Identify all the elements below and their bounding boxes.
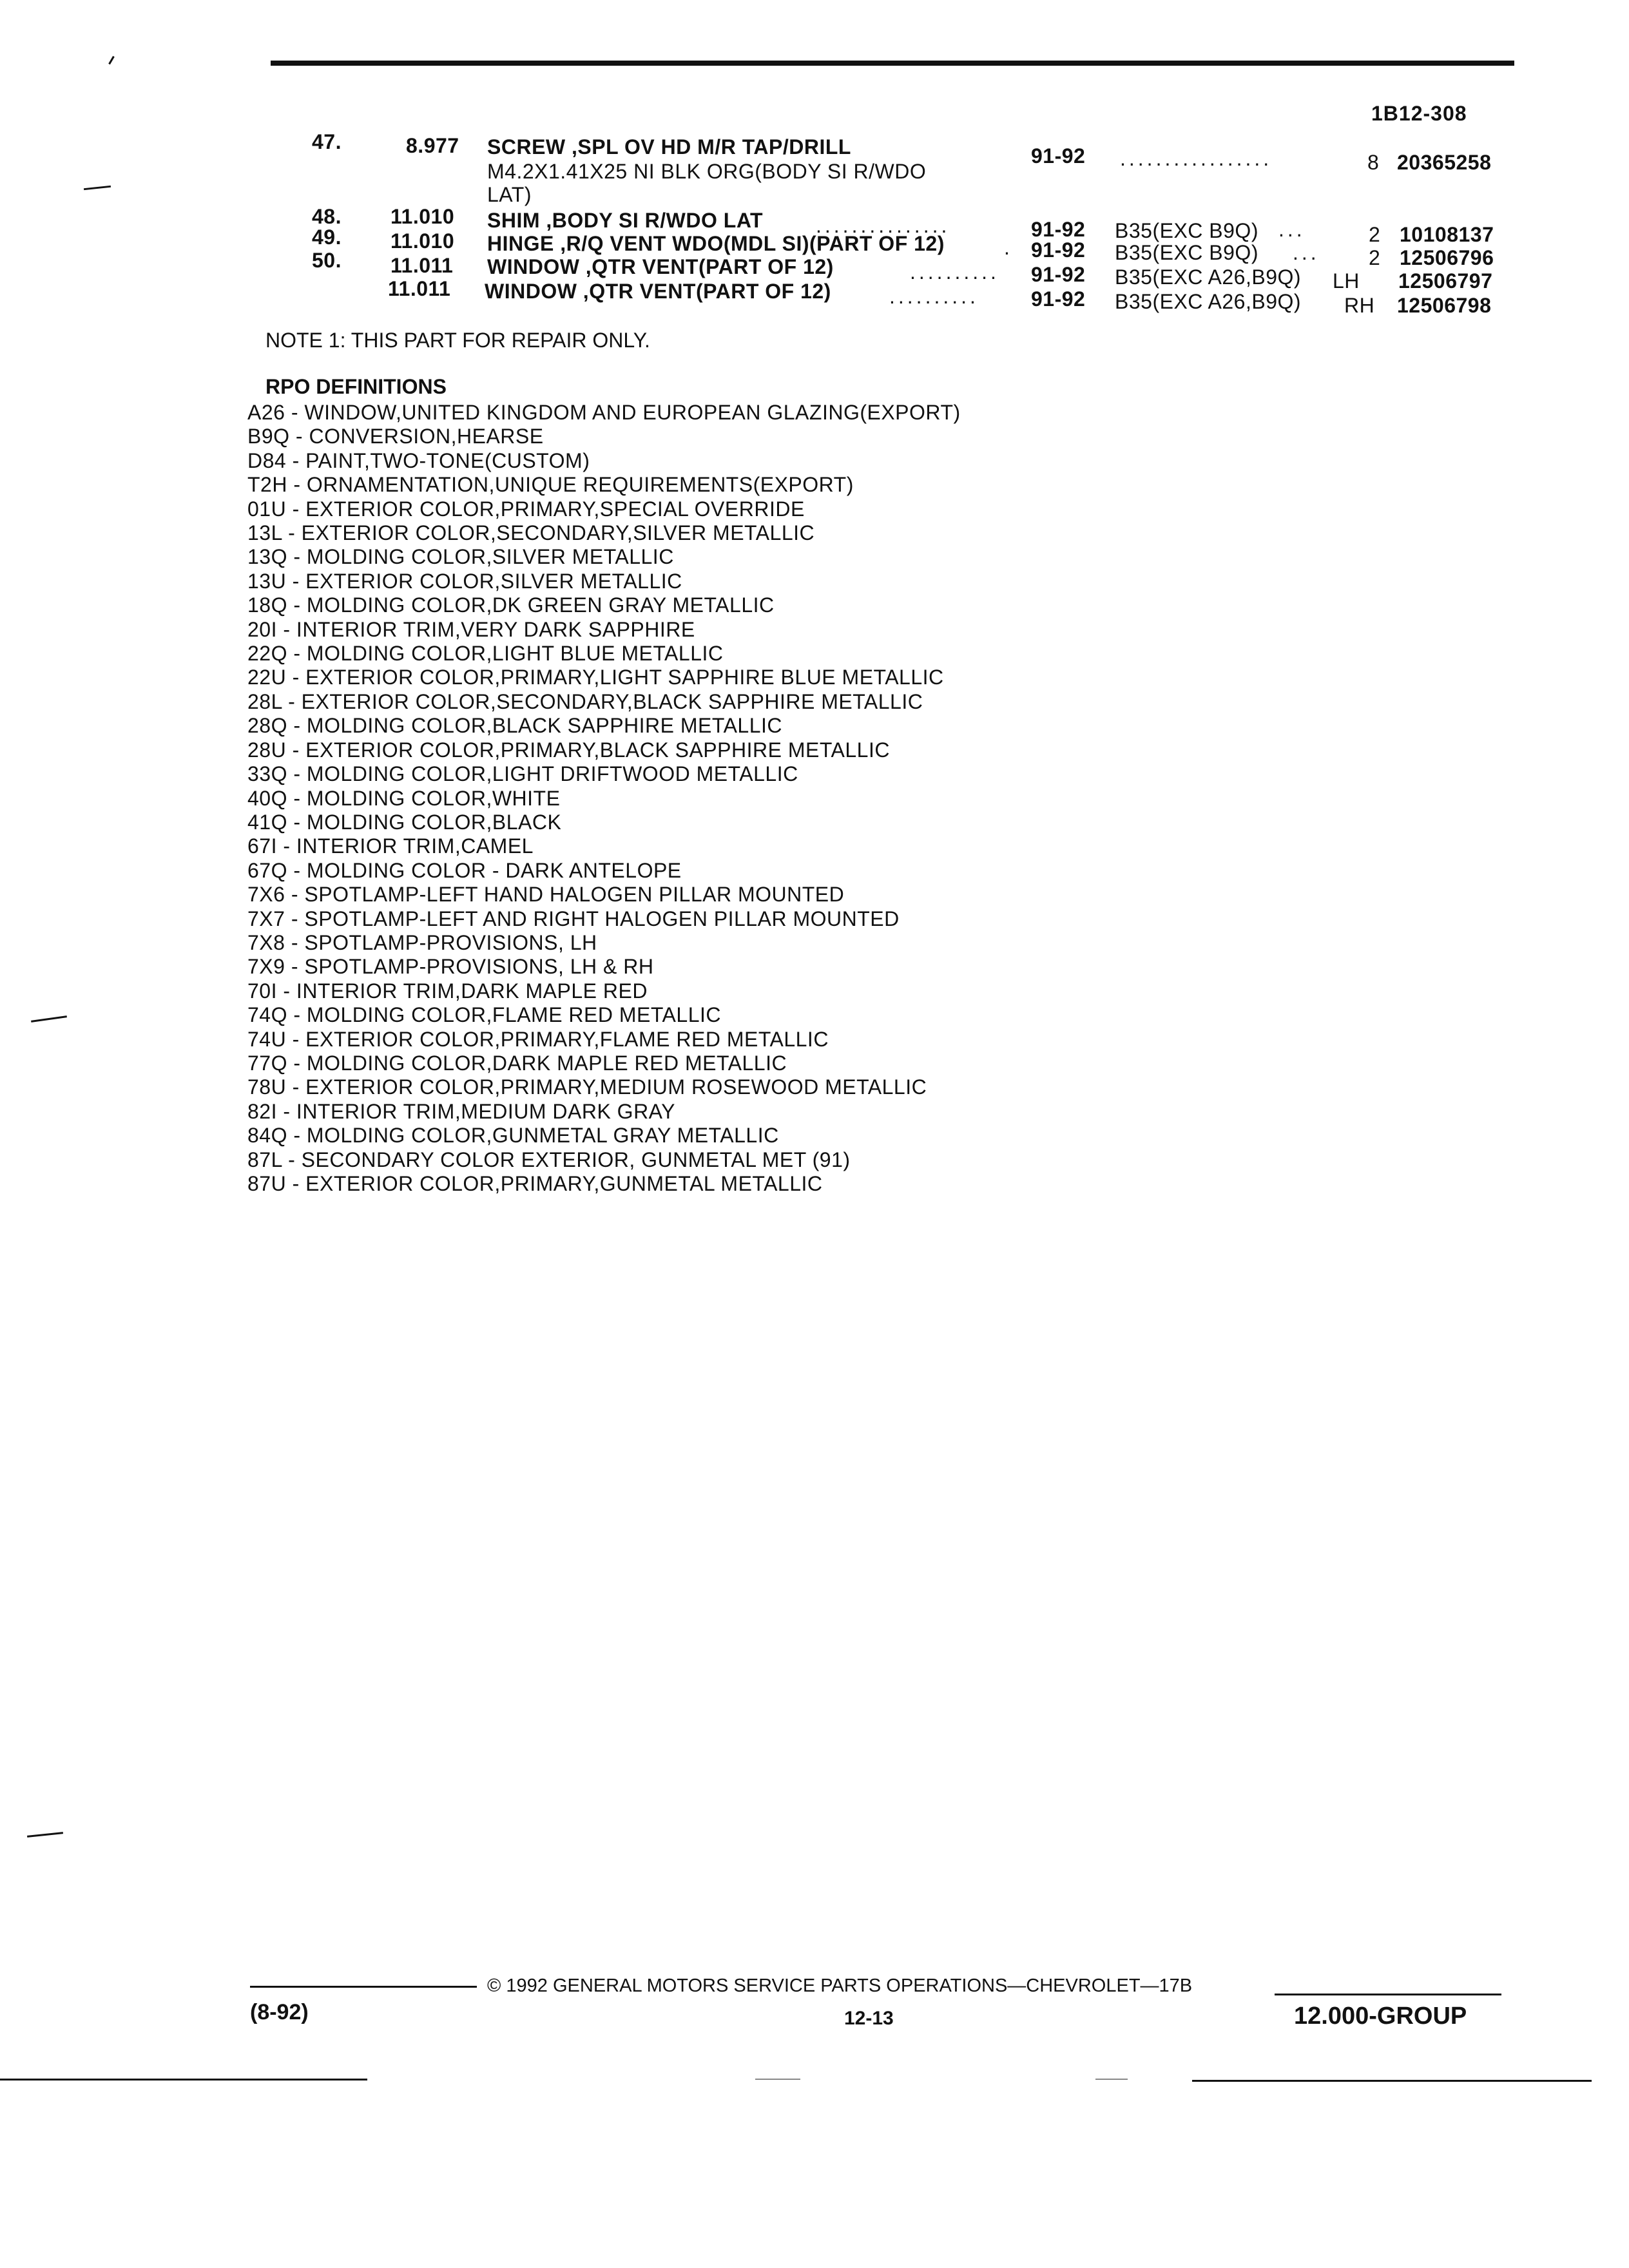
list-item: 20I - INTERIOR TRIM,VERY DARK SAPPHIRE	[247, 617, 695, 641]
list-item: 28L - EXTERIOR COLOR,SECONDARY,BLACK SAPPHIRE METALLIC	[247, 689, 923, 713]
list-item: B9Q - CONVERSION,HEARSE	[247, 425, 544, 448]
page-number: 12-13	[844, 2008, 894, 2029]
item-number: 48.	[312, 205, 342, 228]
punch-mark	[84, 186, 111, 190]
model-years: 91-92	[1031, 238, 1086, 262]
quantity: 2	[1369, 223, 1381, 246]
quantity: 8	[1367, 151, 1380, 174]
list-item: 22U - EXTERIOR COLOR,PRIMARY,LIGHT SAPPHIRE BLUE METALLIC	[247, 666, 944, 689]
punch-mark	[27, 1832, 63, 1838]
leader-dots: .	[1004, 236, 1013, 259]
reference-number: 11.011	[390, 254, 454, 277]
part-number: 10108137	[1400, 223, 1494, 246]
reference-number: 11.010	[390, 229, 455, 253]
footer-rule-left	[250, 1986, 477, 1988]
header-rule	[271, 61, 1514, 66]
model-years: 91-92	[1031, 144, 1086, 168]
part-description: SCREW ,SPL OV HD M/R TAP/DRILL	[487, 135, 851, 159]
part-number: 12506796	[1400, 246, 1494, 269]
list-item: 78U - EXTERIOR COLOR,PRIMARY,MEDIUM ROSEWOOD METALLIC	[247, 1075, 927, 1099]
bottom-edge-line	[0, 2079, 367, 2081]
leader-dots: ...	[1293, 241, 1320, 264]
punch-mark	[31, 1015, 67, 1023]
usage-code: B35(EXC B9Q)	[1115, 219, 1258, 242]
part-description: SHIM ,BODY SI R/WDO LAT	[487, 209, 764, 232]
side-indicator: LH	[1333, 269, 1360, 293]
list-item: 18Q - MOLDING COLOR,DK GREEN GRAY METALLIC	[247, 593, 775, 617]
quantity: 2	[1369, 246, 1381, 269]
leader-dots: ...............	[816, 214, 950, 237]
reference-number: 11.011	[388, 277, 451, 300]
list-item: 70I - INTERIOR TRIM,DARK MAPLE RED	[247, 979, 648, 1003]
list-item: 82I - INTERIOR TRIM,MEDIUM DARK GRAY	[247, 1099, 675, 1123]
list-item: 77Q - MOLDING COLOR,DARK MAPLE RED METALLIC	[247, 1051, 787, 1075]
list-item: 01U - EXTERIOR COLOR,PRIMARY,SPECIAL OVERRIDE	[247, 497, 805, 521]
bottom-edge-line	[755, 2079, 800, 2080]
usage-code: B35(EXC A26,B9Q)	[1115, 290, 1302, 313]
part-number: 20365258	[1397, 151, 1492, 174]
list-item: 22Q - MOLDING COLOR,LIGHT BLUE METALLIC	[247, 642, 724, 666]
bottom-edge-line	[1095, 2079, 1128, 2080]
list-item: T2H - ORNAMENTATION,UNIQUE REQUIREMENTS(EXPORT)	[247, 473, 854, 497]
list-item: 13U - EXTERIOR COLOR,SILVER METALLIC	[247, 569, 682, 593]
date-code: (8-92)	[250, 2000, 309, 2024]
list-item: 74U - EXTERIOR COLOR,PRIMARY,FLAME RED METALLIC	[247, 1027, 829, 1051]
leader-dots: .................	[1120, 147, 1273, 170]
part-number: 12506798	[1397, 294, 1492, 317]
part-number: 12506797	[1398, 269, 1493, 293]
list-item: 7X7 - SPOTLAMP-LEFT AND RIGHT HALOGEN PILLAR MOUNTED	[247, 907, 900, 930]
copyright-line: © 1992 GENERAL MOTORS SERVICE PARTS OPERATIONS—CHEVROLET—17B	[487, 1975, 1193, 1996]
list-item: A26 - WINDOW,UNITED KINGDOM AND EUROPEAN GLAZING(EXPORT)	[247, 401, 961, 424]
rpo-heading: RPO DEFINITIONS	[265, 375, 447, 398]
list-item: 13Q - MOLDING COLOR,SILVER METALLIC	[247, 545, 674, 569]
list-item: 74Q - MOLDING COLOR,FLAME RED METALLIC	[247, 1003, 721, 1027]
part-description: HINGE ,R/Q VENT WDO(MDL SI)(PART OF 12)	[487, 232, 945, 255]
list-item: 87L - SECONDARY COLOR EXTERIOR, GUNMETAL MET (91)	[247, 1148, 851, 1171]
list-item: 33Q - MOLDING COLOR,LIGHT DRIFTWOOD METALLIC	[247, 762, 798, 786]
list-item: 28U - EXTERIOR COLOR,PRIMARY,BLACK SAPPHIRE METALLIC	[247, 738, 890, 762]
list-item: D84 - PAINT,TWO-TONE(CUSTOM)	[247, 448, 590, 472]
page-code: 1B12-308	[1371, 102, 1467, 125]
list-item: 28Q - MOLDING COLOR,BLACK SAPPHIRE METALLIC	[247, 714, 782, 738]
usage-code: B35(EXC A26,B9Q)	[1115, 265, 1302, 289]
list-item: 84Q - MOLDING COLOR,GUNMETAL GRAY METALLIC	[247, 1124, 779, 1148]
part-description-line: LAT)	[487, 183, 532, 206]
reference-number: 11.010	[390, 205, 455, 228]
list-item: 7X8 - SPOTLAMP-PROVISIONS, LH	[247, 930, 597, 954]
list-item: 67I - INTERIOR TRIM,CAMEL	[247, 834, 534, 858]
list-item: 7X6 - SPOTLAMP-LEFT HAND HALOGEN PILLAR MOUNTED	[247, 883, 845, 907]
list-item: 7X9 - SPOTLAMP-PROVISIONS, LH & RH	[247, 955, 654, 979]
list-item: 67Q - MOLDING COLOR - DARK ANTELOPE	[247, 858, 682, 882]
item-number: 49.	[312, 226, 342, 249]
rpo-definitions-list	[247, 401, 961, 1196]
group-label: 12.000-GROUP	[1294, 2003, 1467, 2030]
part-description: WINDOW ,QTR VENT(PART OF 12)	[485, 280, 831, 303]
list-item: 40Q - MOLDING COLOR,WHITE	[247, 786, 561, 810]
item-number: 47.	[312, 130, 342, 153]
punch-mark	[108, 56, 115, 65]
reference-number: 8.977	[406, 134, 459, 157]
usage-code: B35(EXC B9Q)	[1115, 241, 1258, 264]
footer-rule-right	[1275, 1994, 1501, 1995]
model-years: 91-92	[1031, 218, 1086, 241]
part-description-line: M4.2X1.41X25 NI BLK ORG(BODY SI R/WDO	[487, 160, 927, 183]
item-number: 50.	[312, 249, 342, 272]
repair-note: NOTE 1: THIS PART FOR REPAIR ONLY.	[265, 329, 650, 352]
model-years: 91-92	[1031, 263, 1086, 286]
leader-dots: ...	[1278, 218, 1306, 241]
leader-dots: ..........	[910, 260, 999, 284]
leader-dots: ..........	[889, 285, 979, 308]
list-item: 13L - EXTERIOR COLOR,SECONDARY,SILVER METALLIC	[247, 521, 815, 545]
part-description: WINDOW ,QTR VENT(PART OF 12)	[487, 255, 834, 278]
bottom-edge-line	[1192, 2080, 1592, 2082]
side-indicator: RH	[1344, 294, 1375, 317]
model-years: 91-92	[1031, 287, 1086, 311]
list-item: 41Q - MOLDING COLOR,BLACK	[247, 810, 562, 834]
list-item: 87U - EXTERIOR COLOR,PRIMARY,GUNMETAL METALLIC	[247, 1172, 823, 1195]
